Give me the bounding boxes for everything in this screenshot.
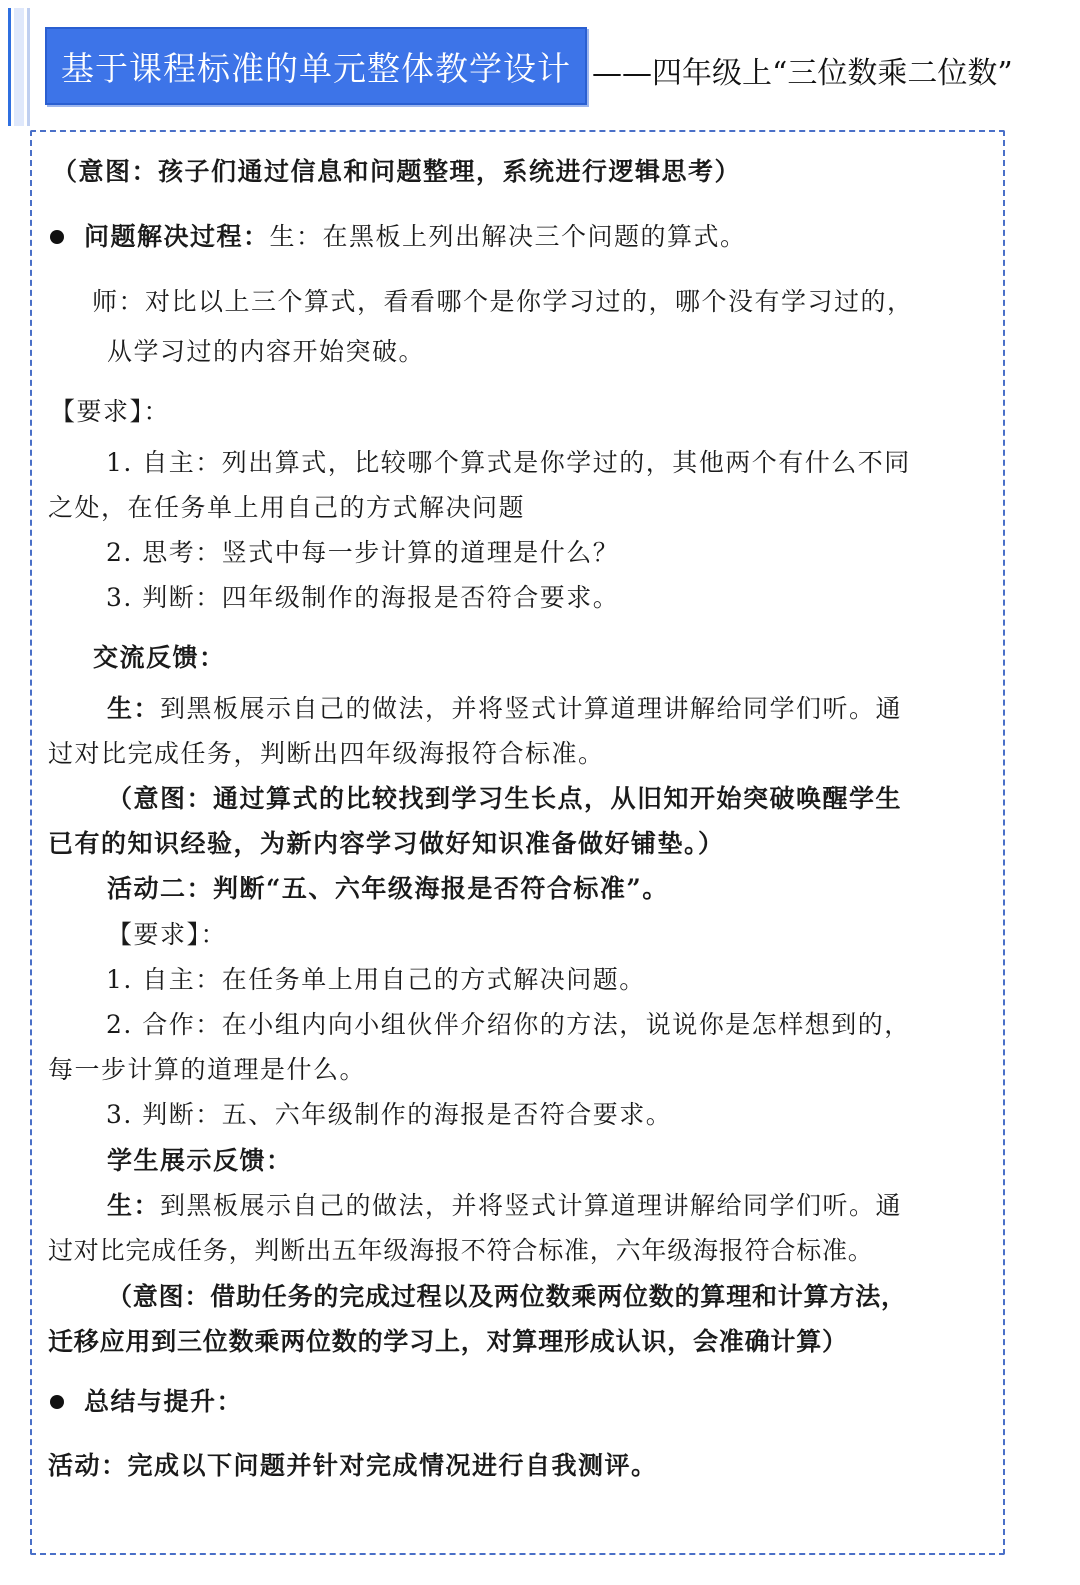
teacher-line-2: 从学习过的内容开始突破。 [107, 337, 426, 366]
intent-3a: （意图：借助任务的完成过程以及两位数乘两位数的算理和计算方法， [107, 1282, 907, 1311]
requirement-2-2b: 每一步计算的道理是什么。 [48, 1055, 367, 1084]
summary-heading: 总结与提升： [84, 1387, 244, 1416]
feedback-heading: 交流反馈： [93, 643, 226, 672]
intent-2b: 已有的知识经验，为新内容学习做好知识准备做好铺垫。） [48, 829, 725, 858]
requirement-2-1: 1. 自主：在任务单上用自己的方式解决问题。 [106, 965, 646, 994]
requirement-1-1a: 1. 自主：列出算式，比较哪个算式是你学过的，其他两个有什么不同 [106, 448, 911, 477]
final-activity: 活动：完成以下问题并针对完成情况进行自我测评。 [48, 1451, 658, 1480]
bullet-icon [50, 230, 64, 244]
show-feedback-heading: 学生展示反馈： [107, 1146, 293, 1175]
summary-line [50, 1386, 243, 1418]
student-label: 生： [107, 694, 161, 723]
requirement-1-2: 2. 思考：竖式中每一步计算的道理是什么？ [106, 538, 620, 567]
decorative-side-bar [8, 8, 30, 126]
requirement-2-2a: 2. 合作：在小组内向小组伙伴介绍你的方法，说说你是怎样想到的， [106, 1010, 911, 1039]
intent-2a: （意图：通过算式的比较找到学习生长点，从旧知开始突破唤醒学生 [107, 784, 903, 813]
activity-two: 活动二：判断“五、六年级海报是否符合标准”。 [107, 874, 669, 903]
requirement-1-1b: 之处，在任务单上用自己的方式解决问题 [48, 493, 526, 522]
problem-text: 生：在黑板上列出解决三个问题的算式。 [269, 222, 747, 251]
problem-heading: 问题解决过程： [84, 222, 270, 251]
requirements-label-1: 【要求】： [50, 397, 171, 426]
teacher-line-1: 师：对比以上三个算式，看看哪个是你学习过的，哪个没有学习过的， [92, 287, 914, 316]
requirements-label-2: 【要求】： [107, 920, 228, 949]
feedback-1b: 过对比完成任务，判断出四年级海报符合标准。 [48, 739, 605, 768]
page-subtitle: ——四年级上“三位数乘二位数” [592, 56, 1013, 91]
requirement-2-3: 3. 判断：五、六年级制作的海报是否符合要求。 [106, 1100, 673, 1129]
student-label: 生： [107, 1191, 161, 1220]
intent-line-1: （意图：孩子们通过信息和问题整理，系统进行逻辑思考） [52, 157, 742, 186]
feedback-1a: 生：到黑板展示自己的做法，并将竖式计算道理讲解给同学们听。通 [107, 694, 903, 723]
feedback-2b: 过对比完成任务，判断出五年级海报不符合标准，六年级海报符合标准。 [48, 1236, 874, 1265]
bullet-icon [50, 1395, 64, 1409]
intent-3b: 迁移应用到三位数乘两位数的学习上，对算理形成认识，会准确计算） [48, 1327, 848, 1356]
feedback-2a: 生：到黑板展示自己的做法，并将竖式计算道理讲解给同学们听。通 [107, 1191, 903, 1220]
problem-solving-line [50, 221, 747, 253]
page-title-box [45, 27, 587, 105]
page-title: 基于课程标准的单元整体教学设计 [61, 48, 571, 88]
requirement-1-3: 3. 判断：四年级制作的海报是否符合要求。 [106, 583, 620, 612]
